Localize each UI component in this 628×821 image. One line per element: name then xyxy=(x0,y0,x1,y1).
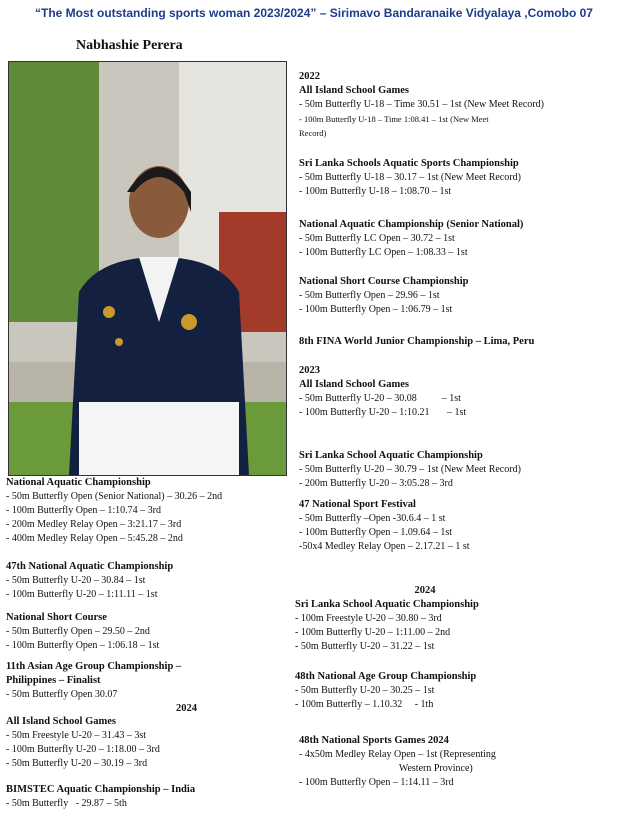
result-line: - 100m Butterfly U-20 – 1:11.11 – 1st xyxy=(6,589,158,600)
section-block xyxy=(299,498,619,554)
result-line: - 50m Butterfly Open – 29.96 – 1st xyxy=(299,290,440,301)
section-block xyxy=(299,364,619,420)
athlete-photo xyxy=(8,61,287,476)
result-line: Record) xyxy=(299,128,327,138)
result-line: - 100m Butterfly – 1.10.32 - 1th xyxy=(295,699,434,710)
section-block xyxy=(6,715,296,771)
result-line: - 4x50m Medley Relay Open – 1st (Representing xyxy=(299,749,496,760)
athlete-name: Nabhashie Perera xyxy=(76,38,183,53)
result-line: - 100m Butterfly Open – 1:06.79 – 1st xyxy=(299,304,453,315)
section-heading: 47th National Aquatic Championship xyxy=(6,561,174,572)
result-line: - 100m Butterfly U-18 – Time 1:08.41 – 1st (New Meet xyxy=(299,114,489,124)
result-line: - 200m Medley Relay Open – 3:21.17 – 3rd xyxy=(6,519,182,530)
page-header: “The Most outstanding sports woman 2023/2024” – Sirimavo Bandaranaike Vidyalaya ,Comobo 07 xyxy=(35,6,593,20)
section-heading: 11th Asian Age Group Championship – xyxy=(6,661,182,672)
result-line: - 50m Butterfly Open (Senior National) – 30.26 – 2nd xyxy=(6,491,223,502)
result-line: - 100m Butterfly Open – 1:06.18 – 1st xyxy=(6,640,160,651)
section-heading: 48th National Sports Games 2024 xyxy=(299,735,449,746)
result-line: - 100m Butterfly U-20 – 1:10.21 – 1st xyxy=(299,407,467,418)
section-block xyxy=(6,611,296,653)
section-block xyxy=(6,476,296,546)
result-line: - 100m Butterfly U-20 – 1:18.00 – 3rd xyxy=(6,744,160,755)
result-line: - 50m Butterfly U-18 – Time 30.51 – 1st (New Meet Record) xyxy=(299,99,544,110)
year-label: 2023 xyxy=(299,365,320,376)
section-heading: Sri Lanka School Aquatic Championship xyxy=(295,599,479,610)
section-block xyxy=(6,560,296,602)
result-line: - 50m Butterfly U-20 – 31.22 – 1st xyxy=(295,641,435,652)
section-block xyxy=(299,335,619,349)
section-heading: 8th FINA World Junior Championship – Lima, Peru xyxy=(299,336,535,347)
section-heading: Sri Lanka Schools Aquatic Sports Championship xyxy=(299,158,519,169)
result-line: - 100m Butterfly U-18 – 1:08.70 – 1st xyxy=(299,186,452,197)
section-block xyxy=(6,660,296,714)
section-heading: All Island School Games xyxy=(299,379,409,390)
section-heading: Sri Lanka School Aquatic Championship xyxy=(299,450,483,461)
section-heading: All Island School Games xyxy=(6,716,116,727)
result-line: -50x4 Medley Relay Open – 2.17.21 – 1 st xyxy=(299,541,470,552)
section-heading: National Aquatic Championship (Senior National) xyxy=(299,219,524,230)
section-block xyxy=(299,218,619,260)
result-line: - 100m Butterfly LC Open – 1:08.33 – 1st xyxy=(299,247,468,258)
result-line: - 50m Butterfly Open 30.07 xyxy=(6,689,118,700)
section-block xyxy=(299,70,619,140)
result-line: - 50m Butterfly LC Open – 30.72 – 1st xyxy=(299,233,455,244)
year-label: 2024 xyxy=(414,585,436,596)
section-heading-cont: Philippines – Finalist xyxy=(6,675,101,686)
result-line: - 50m Butterfly –Open -30.6.4 – 1 st xyxy=(299,513,446,524)
section-block xyxy=(295,584,615,654)
section-heading: BIMSTEC Aquatic Championship – India xyxy=(6,784,196,795)
result-line: - 100m Butterfly Open – 1:14.11 – 3rd xyxy=(299,777,454,788)
result-line: - 50m Butterfly - 29.87 – 5th xyxy=(6,798,127,809)
section-heading: 47 National Sport Festival xyxy=(299,499,416,510)
section-block xyxy=(299,734,619,790)
section-block xyxy=(299,275,619,317)
result-line: - 50m Butterfly U-20 – 30.08 – 1st xyxy=(299,393,461,404)
section-heading: All Island School Games xyxy=(299,85,409,96)
result-line: Western Province) xyxy=(299,763,473,774)
section-block xyxy=(295,670,615,712)
section-heading: National Short Course Championship xyxy=(299,276,469,287)
year-label: 2024 xyxy=(176,703,197,714)
result-line: - 50m Butterfly U-20 – 30.79 – 1st (New Meet Record) xyxy=(299,464,521,475)
result-line: - 100m Butterfly Open – 1:10.74 – 3rd xyxy=(6,505,161,516)
section-heading: 48th National Age Group Championship xyxy=(295,671,477,682)
result-line: - 50m Butterfly U-20 – 30.84 – 1st xyxy=(6,575,146,586)
result-line: - 100m Freestyle U-20 – 30.80 – 3rd xyxy=(295,613,442,624)
section-heading: National Aquatic Championship xyxy=(6,477,151,488)
result-line: - 400m Medley Relay Open – 5:45.28 – 2nd xyxy=(6,533,183,544)
year-label: 2022 xyxy=(299,71,320,82)
result-line: - 50m Butterfly U-20 – 30.25 – 1st xyxy=(295,685,435,696)
section-block xyxy=(6,783,296,811)
result-line: - 50m Butterfly Open – 29.50 – 2nd xyxy=(6,626,150,637)
result-line: - 200m Butterfly U-20 – 3:05.28 – 3rd xyxy=(299,478,453,489)
result-line: - 100m Butterfly U-20 – 1:11.00 – 2nd xyxy=(295,627,451,638)
section-block xyxy=(299,449,619,491)
result-line: - 50m Butterfly U-20 – 30.19 – 3rd xyxy=(6,758,148,769)
section-heading: National Short Course xyxy=(6,612,107,623)
result-line: - 50m Butterfly U-18 – 30.17 – 1st (New Meet Record) xyxy=(299,172,521,183)
portrait-illustration xyxy=(9,62,286,475)
result-line: - 100m Butterfly Open – 1.09.64 – 1st xyxy=(299,527,453,538)
section-block xyxy=(299,157,619,199)
result-line: - 50m Freestyle U-20 – 31.43 – 3st xyxy=(6,730,146,741)
